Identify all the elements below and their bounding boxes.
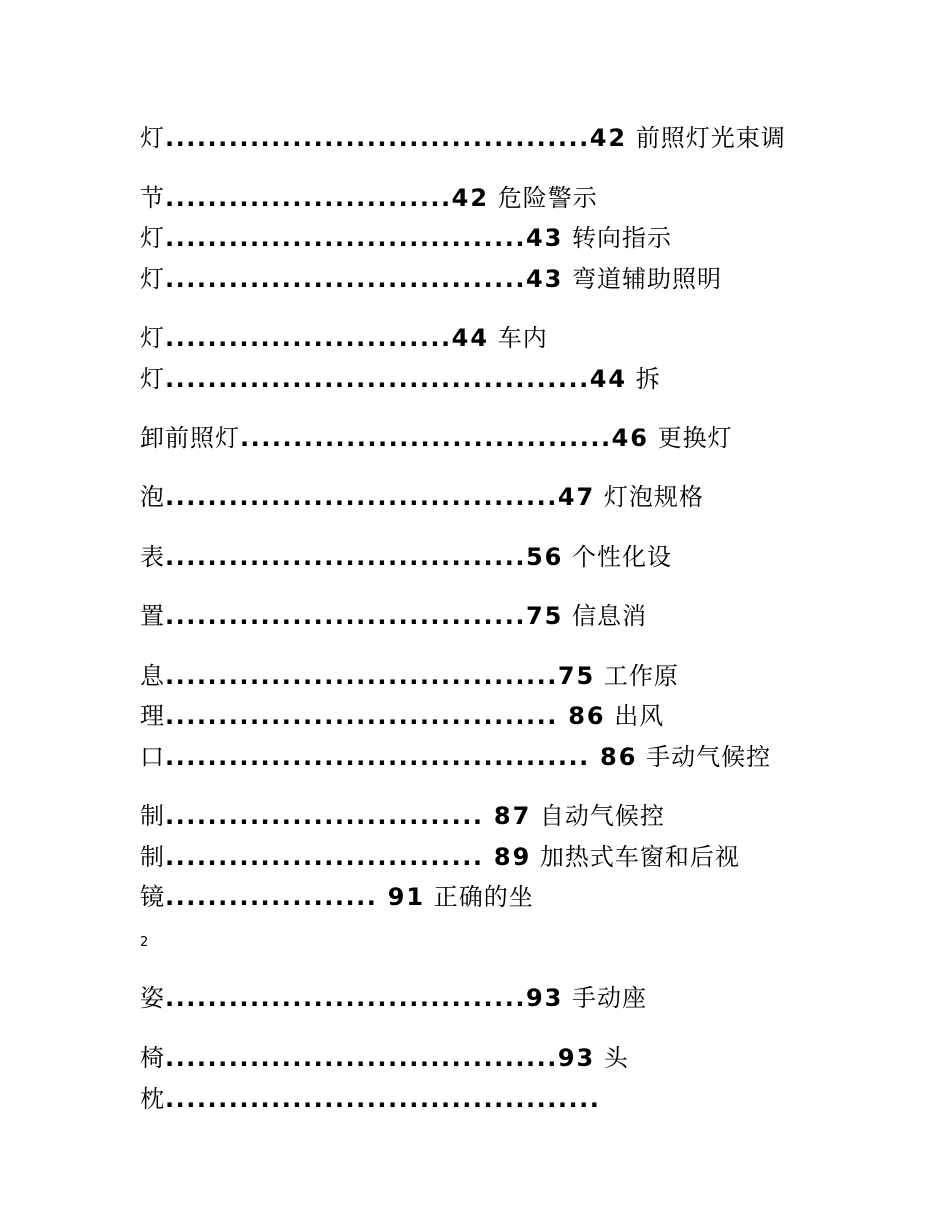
dot-leader: .................................. [165, 543, 526, 571]
dot-leader: .................................. [165, 602, 526, 630]
toc-entry-text: 灯 [140, 224, 165, 252]
toc-entry-text: 镜 [140, 883, 165, 911]
toc-entry-text: 前照灯光束调 [627, 124, 786, 152]
toc-entry-text: 卸前照灯 [140, 424, 240, 452]
toc-entry-text: 自动气候控 [531, 802, 665, 830]
dot-leader: ........................... [165, 324, 452, 352]
toc-entry-text: 弯道辅助照明 [563, 265, 723, 293]
page-ref: 47 [557, 483, 596, 511]
page-ref: 44 [451, 324, 490, 352]
toc-line [140, 183, 598, 213]
dot-leader: ..................................... [165, 662, 558, 690]
page-ref: 42 [451, 184, 490, 212]
toc-entry-text: 信息消 [563, 602, 648, 630]
toc-entry-text: 椅 [140, 1044, 165, 1072]
page-ref: 44 [589, 365, 628, 393]
toc-entry-text: 灯 [140, 124, 165, 152]
page-ref: 75 [525, 602, 564, 630]
dot-leader: .............................. [165, 802, 484, 830]
toc-entry-text: 灯 [140, 265, 165, 293]
toc-entry-text: 出风 [605, 702, 665, 730]
toc-line [140, 882, 534, 912]
toc-entry-text: 转向指示 [563, 224, 673, 252]
toc-entry-text: 泡 [140, 483, 165, 511]
toc-line [140, 661, 679, 691]
toc-entry-text: 灯 [140, 365, 165, 393]
dot-leader: ........................... [165, 184, 452, 212]
toc-line [140, 1043, 629, 1073]
page-ref: 46 [611, 424, 650, 452]
toc-line [140, 742, 771, 772]
toc-entry-text: 手动座 [563, 984, 648, 1012]
page-ref: 75 [557, 662, 596, 690]
toc-entry-text: 更换灯 [649, 424, 733, 452]
page-ref: 87 [483, 802, 532, 830]
toc-entry-text: 个性化设 [563, 543, 673, 571]
toc-entry-text: 加热式车窗和后视 [531, 843, 740, 871]
toc-line [140, 323, 548, 353]
toc-entry-text: 表 [140, 543, 165, 571]
page-ref: 93 [525, 984, 564, 1012]
page-ref: 43 [525, 265, 564, 293]
page-number: 2 [140, 935, 149, 950]
dot-leader: .................................. [165, 984, 526, 1012]
toc-line [140, 223, 672, 253]
toc-entry-text: 车内 [489, 324, 548, 352]
toc-entry-text: 姿 [140, 984, 165, 1012]
toc-line [140, 983, 647, 1013]
dot-leader: ......................................... [165, 1085, 601, 1113]
toc-entry-text: 灯 [140, 324, 165, 352]
toc-entry-text: 正确的坐 [425, 883, 534, 911]
toc-entry-text: 理 [140, 702, 165, 730]
page-ref: 86 [589, 743, 638, 771]
toc-line [140, 364, 661, 394]
toc-entry-text: 制 [140, 843, 165, 871]
toc-entry-text: 危险警示 [489, 184, 598, 212]
toc-entry-text: 置 [140, 602, 165, 630]
toc-entry-text: 手动气候控 [637, 743, 772, 771]
toc-entry-text: 灯泡规格 [595, 483, 704, 511]
toc-line [140, 1084, 600, 1114]
dot-leader: ..................................... [165, 483, 558, 511]
toc-entry-text: 息 [140, 662, 165, 690]
toc-entry-text: 拆 [627, 365, 661, 393]
toc-line [140, 601, 647, 631]
page-ref: 42 [589, 124, 628, 152]
dot-leader: .................................. [165, 265, 526, 293]
dot-leader: ................................... [240, 424, 612, 452]
dot-leader: ........................................ [165, 743, 590, 771]
page-ref: 56 [525, 543, 564, 571]
page-ref: 89 [483, 843, 532, 871]
dot-leader: ..................................... [165, 1044, 558, 1072]
toc-line [140, 423, 733, 453]
toc-line [140, 842, 740, 872]
toc-line [140, 123, 786, 153]
toc-line [140, 482, 704, 512]
dot-leader: ..................................... [165, 702, 558, 730]
toc-line [140, 801, 665, 831]
toc-entry-text: 节 [140, 184, 165, 212]
toc-line [140, 264, 722, 294]
toc-entry-text: 头 [595, 1044, 629, 1072]
toc-entry-text: 枕 [140, 1085, 165, 1113]
toc-entry-text: 工作原 [595, 662, 679, 690]
page-ref: 93 [557, 1044, 596, 1072]
page-ref: 91 [377, 883, 426, 911]
dot-leader: .............................. [165, 843, 484, 871]
toc-entry-text: 制 [140, 802, 165, 830]
page-ref: 86 [557, 702, 606, 730]
toc-entry-text: 口 [140, 743, 165, 771]
page-ref: 43 [525, 224, 564, 252]
dot-leader: .................................. [165, 224, 526, 252]
dot-leader: .................... [165, 883, 378, 911]
toc-line [140, 701, 664, 731]
toc-line [140, 542, 672, 572]
dot-leader: ........................................ [165, 124, 590, 152]
dot-leader: ........................................ [165, 365, 590, 393]
